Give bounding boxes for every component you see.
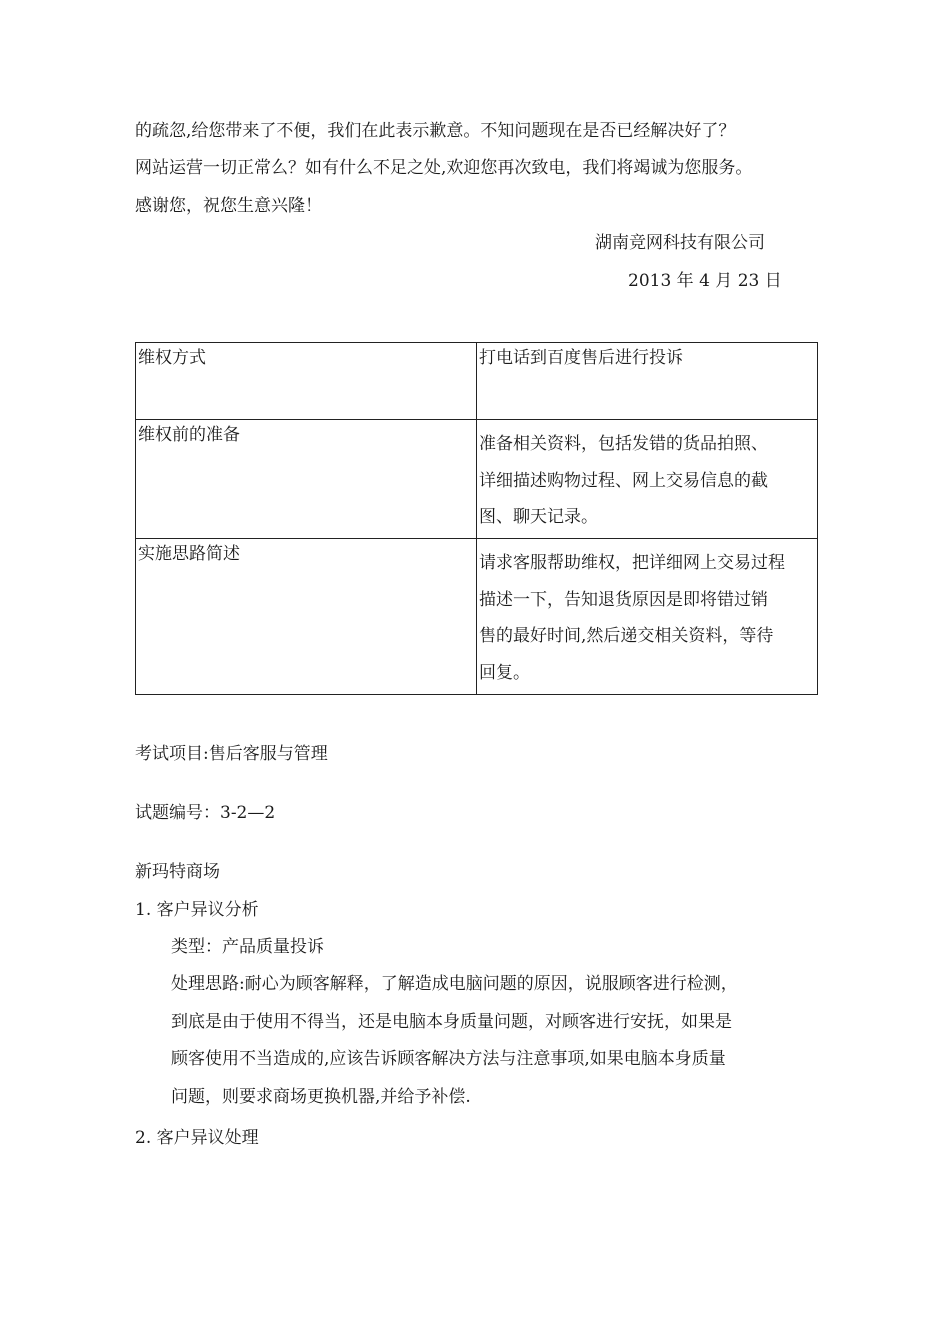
table-cell-value (477, 420, 818, 539)
table-row (136, 420, 818, 539)
item-1-approach-line: 问题，则要求商场更换机器,并给予补偿. (171, 1087, 471, 1107)
letter-company: 湖南竞网科技有限公司 (595, 233, 765, 253)
exam-project: 考试项目:售后客服与管理 (135, 744, 328, 764)
cell-text-line: 准备相关资料，包括发错的货品拍照、 (479, 434, 768, 454)
cell-text-line: 打电话到百度售后进行投诉 (479, 348, 683, 368)
table-cell-value (477, 343, 818, 420)
table-cell-value (477, 539, 818, 695)
item-2-title: 2. 客户异议处理 (135, 1128, 259, 1148)
letter-line: 网站运营一切正常么？如有什么不足之处,欢迎您再次致电，我们将竭诚为您服务。 (135, 158, 753, 178)
cell-text-line: 售的最好时间,然后递交相关资料，等待 (479, 626, 774, 646)
letter-line: 的疏忽,给您带来了不便，我们在此表示歉意。不知问题现在是否已经解决好了？ (135, 121, 736, 141)
item-1-approach-line: 到底是由于使用不得当，还是电脑本身质量问题，对顾客进行安抚，如果是 (171, 1012, 732, 1032)
table-cell-label: 维权方式 (136, 343, 477, 420)
exam-scenario: 新玛特商场 (135, 862, 220, 882)
rights-table (135, 342, 818, 695)
exam-question-number: 试题编号：3-2—2 (135, 803, 276, 823)
cell-text-line: 回复。 (479, 662, 530, 683)
table-cell-label: 维权前的准备 (136, 420, 477, 539)
item-1-approach-line: 顾客使用不当造成的,应该告诉顾客解决方法与注意事项,如果电脑本身质量 (171, 1049, 726, 1069)
item-1-approach-line: 处理思路:耐心为顾客解释，了解造成电脑问题的原因，说服顾客进行检测， (171, 974, 738, 994)
table-cell-label: 实施思路简述 (136, 539, 477, 695)
cell-text-line: 详细描述购物过程、网上交易信息的截 (479, 470, 768, 491)
cell-text-line: 请求客服帮助维权，把详细网上交易过程 (479, 553, 785, 573)
cell-text-line: 图、聊天记录。 (479, 507, 598, 527)
cell-text-line: 描述一下，告知退货原因是即将错过销 (479, 589, 768, 610)
table-row (136, 343, 818, 420)
letter-date: 2013 年 4 月 23 日 (628, 271, 782, 291)
item-1-title: 1. 客户异议分析 (135, 900, 259, 920)
item-1-type: 类型：产品质量投诉 (171, 937, 324, 957)
table-row (136, 539, 818, 695)
letter-line: 感谢您，祝您生意兴隆！ (135, 196, 322, 216)
